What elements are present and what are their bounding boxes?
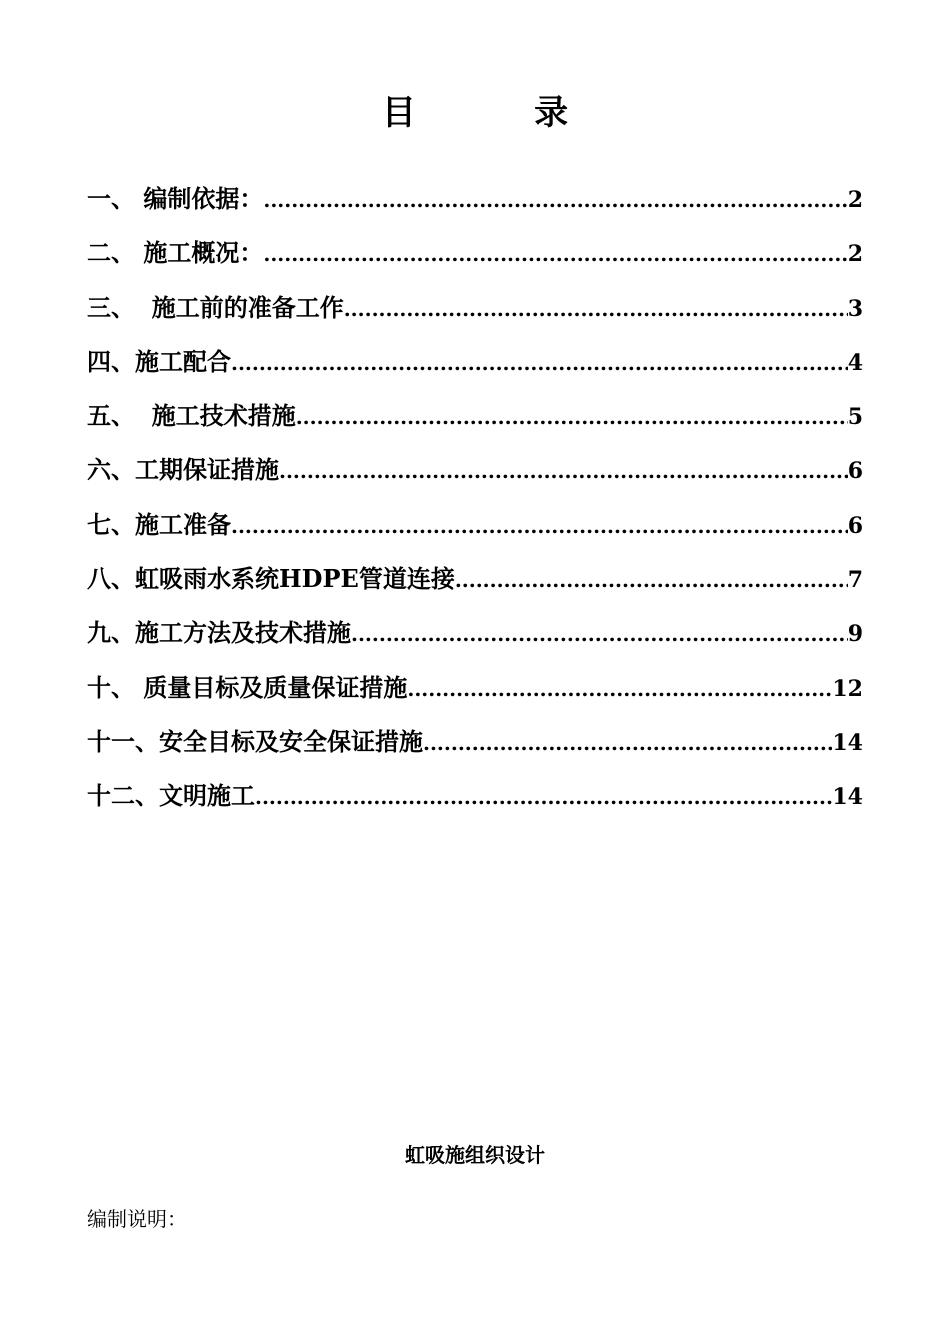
toc-entry[interactable]	[87, 661, 863, 715]
toc-entry-page: 12	[832, 675, 863, 702]
toc-entry[interactable]	[87, 281, 863, 335]
toc-dot-leader	[296, 390, 848, 444]
toc-entry-label: 六、工期保证措施	[87, 455, 279, 485]
toc-entry-page: 14	[832, 784, 863, 811]
toc-dot-leader	[407, 662, 832, 716]
toc-entry-label: 七、施工准备	[87, 509, 231, 539]
toc-entry-page: 3	[847, 295, 863, 322]
toc-entry[interactable]	[87, 443, 863, 497]
toc-entry-label: 八、虹吸雨水系统HDPE管道连接	[87, 564, 455, 594]
toc-entry[interactable]	[87, 172, 863, 226]
toc-entry-label: 十一、安全目标及安全保证措施	[87, 726, 423, 756]
toc-dot-leader	[263, 173, 847, 227]
toc-dot-leader	[263, 227, 847, 281]
toc-entry-label: 四、施工配合	[87, 346, 231, 376]
toc-dot-leader	[231, 336, 848, 390]
toc-entry[interactable]	[87, 226, 863, 280]
toc-entry-label: 十二、文明施工	[87, 781, 255, 811]
toc-entry[interactable]	[87, 606, 863, 660]
toc-entry-page: 9	[847, 621, 863, 648]
toc-entry-page: 2	[847, 187, 863, 213]
toc-entry[interactable]	[87, 335, 863, 389]
toc-dot-leader	[279, 444, 848, 498]
toc-dot-leader	[455, 553, 848, 607]
section-label: 编制说明：	[87, 1207, 187, 1231]
document-heading: 虹吸施组织设计	[405, 1143, 545, 1167]
toc-dot-leader	[423, 716, 832, 770]
toc-entry[interactable]	[87, 498, 863, 552]
toc-entry-page: 6	[847, 458, 863, 485]
toc-entry-page: 6	[847, 512, 863, 539]
toc-entry[interactable]	[87, 552, 863, 606]
toc-entry-label: 十、 质量目标及质量保证措施	[87, 672, 408, 702]
toc-entry-page: 4	[847, 349, 863, 376]
toc-entry[interactable]	[87, 715, 863, 769]
toc-entry[interactable]	[87, 769, 863, 823]
toc-entry-label: 一、 编制依据：	[87, 184, 264, 213]
table-of-contents	[87, 172, 863, 824]
toc-title: 目 录	[381, 93, 569, 133]
toc-dot-leader	[344, 282, 848, 336]
toc-entry[interactable]	[87, 389, 863, 443]
toc-dot-leader	[231, 499, 848, 553]
toc-dot-leader	[255, 770, 832, 824]
toc-entry-page: 14	[832, 729, 863, 756]
toc-entry-page: 7	[847, 567, 863, 594]
toc-entry-page: 5	[847, 404, 863, 431]
toc-entry-label: 三、 施工前的准备工作	[87, 292, 344, 322]
toc-entry-label: 五、 施工技术措施	[87, 401, 296, 431]
toc-entry-label: 九、施工方法及技术措施	[87, 618, 351, 648]
toc-entry-label: 二、 施工概况：	[87, 238, 264, 268]
toc-dot-leader	[351, 607, 848, 661]
toc-entry-page: 2	[847, 241, 863, 268]
